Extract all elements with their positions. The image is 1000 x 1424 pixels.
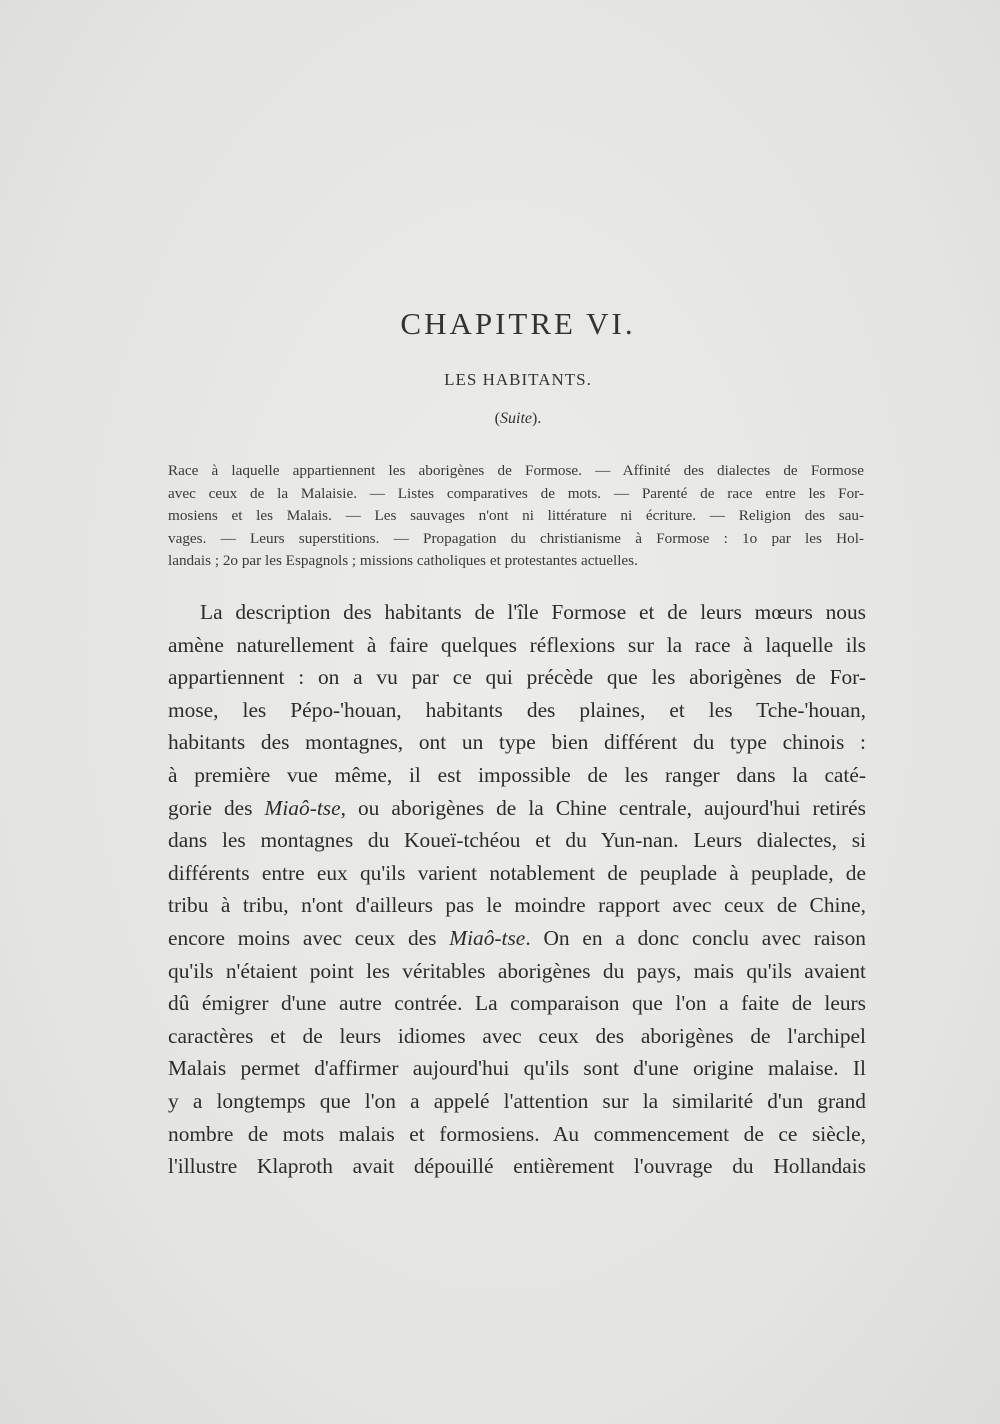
summary-line: vages. — Leurs superstitions. — Propagation du christianisme à Formose : 1o par les Hol- <box>168 529 864 547</box>
body-line: gorie des Miaô-tse, ou aborigènes de la Chine centrale, aujourd'hui retirés <box>168 795 866 820</box>
section-title: LES HABITANTS. <box>444 370 592 389</box>
body-line: à première vue même, il est impossible de les ranger dans la caté- <box>168 762 866 787</box>
summary-line: avec ceux de la Malaisie. — Listes comparatives de mots. — Parenté de race entre les For- <box>168 484 864 502</box>
summary-line: landais ; 2o par les Espagnols ; missions catholiques et protestantes actuelles. <box>168 552 638 570</box>
body-line: l'illustre Klaproth avait dépouillé entièrement l'ouvrage du Hollandais <box>168 1154 866 1179</box>
chapter-title: CHAPITRE VI. <box>400 306 636 341</box>
body-line: amène naturellement à faire quelques réflexions sur la race à laquelle ils <box>168 632 866 657</box>
body-line: différents entre eux qu'ils varient notablement de peuplade à peuplade, de <box>168 860 866 885</box>
body-paragraph <box>168 596 866 1183</box>
body-line: encore moins avec ceux des Miaô-tse. On en a donc conclu avec raison <box>168 925 866 950</box>
italic-term: Miaô-tse <box>449 925 526 950</box>
body-line: qu'ils n'étaient point les véritables aborigènes du pays, mais qu'ils avaient <box>168 958 866 983</box>
suite-label: (Suite). <box>494 410 542 427</box>
summary-line: mosiens et les Malais. — Les sauvages n'ont ni littérature ni écriture. — Religion des sau- <box>168 507 864 525</box>
body-line: dû émigrer d'une autre contrée. La comparaison que l'on a faite de leurs <box>168 991 866 1016</box>
body-line: y a longtemps que l'on a appelé l'attention sur la similarité d'un grand <box>168 1088 866 1113</box>
italic-term: Miaô-tse <box>264 795 341 820</box>
body-line: La description des habitants de l'île Formose et de leurs mœurs nous <box>200 600 866 624</box>
body-line: Malais permet d'affirmer aujourd'hui qu'ils sont d'une origine malaise. Il <box>168 1056 866 1081</box>
body-line: tribu à tribu, n'ont d'ailleurs pas le moindre rapport avec ceux de Chine, <box>168 893 866 918</box>
body-line: caractères et de leurs idiomes avec ceux des aborigènes de l'archipel <box>168 1023 866 1048</box>
body-line: dans les montagnes du Koueï-tchéou et du Yun-nan. Leurs dialectes, si <box>168 828 866 853</box>
chapter-summary <box>168 460 864 573</box>
body-line: appartiennent : on a vu par ce qui précède que les aborigènes de For- <box>168 665 866 690</box>
body-line: habitants des montagnes, ont un type bien différent du type chinois : <box>168 730 866 755</box>
body-line: nombre de mots malais et formosiens. Au commencement de ce siècle, <box>168 1121 866 1146</box>
body-line: mose, les Pépo-'houan, habitants des plaines, et les Tche-'houan, <box>168 697 866 722</box>
summary-line: Race à laquelle appartiennent les aborigènes de Formose. — Affinité des dialectes de Formose <box>168 462 864 479</box>
